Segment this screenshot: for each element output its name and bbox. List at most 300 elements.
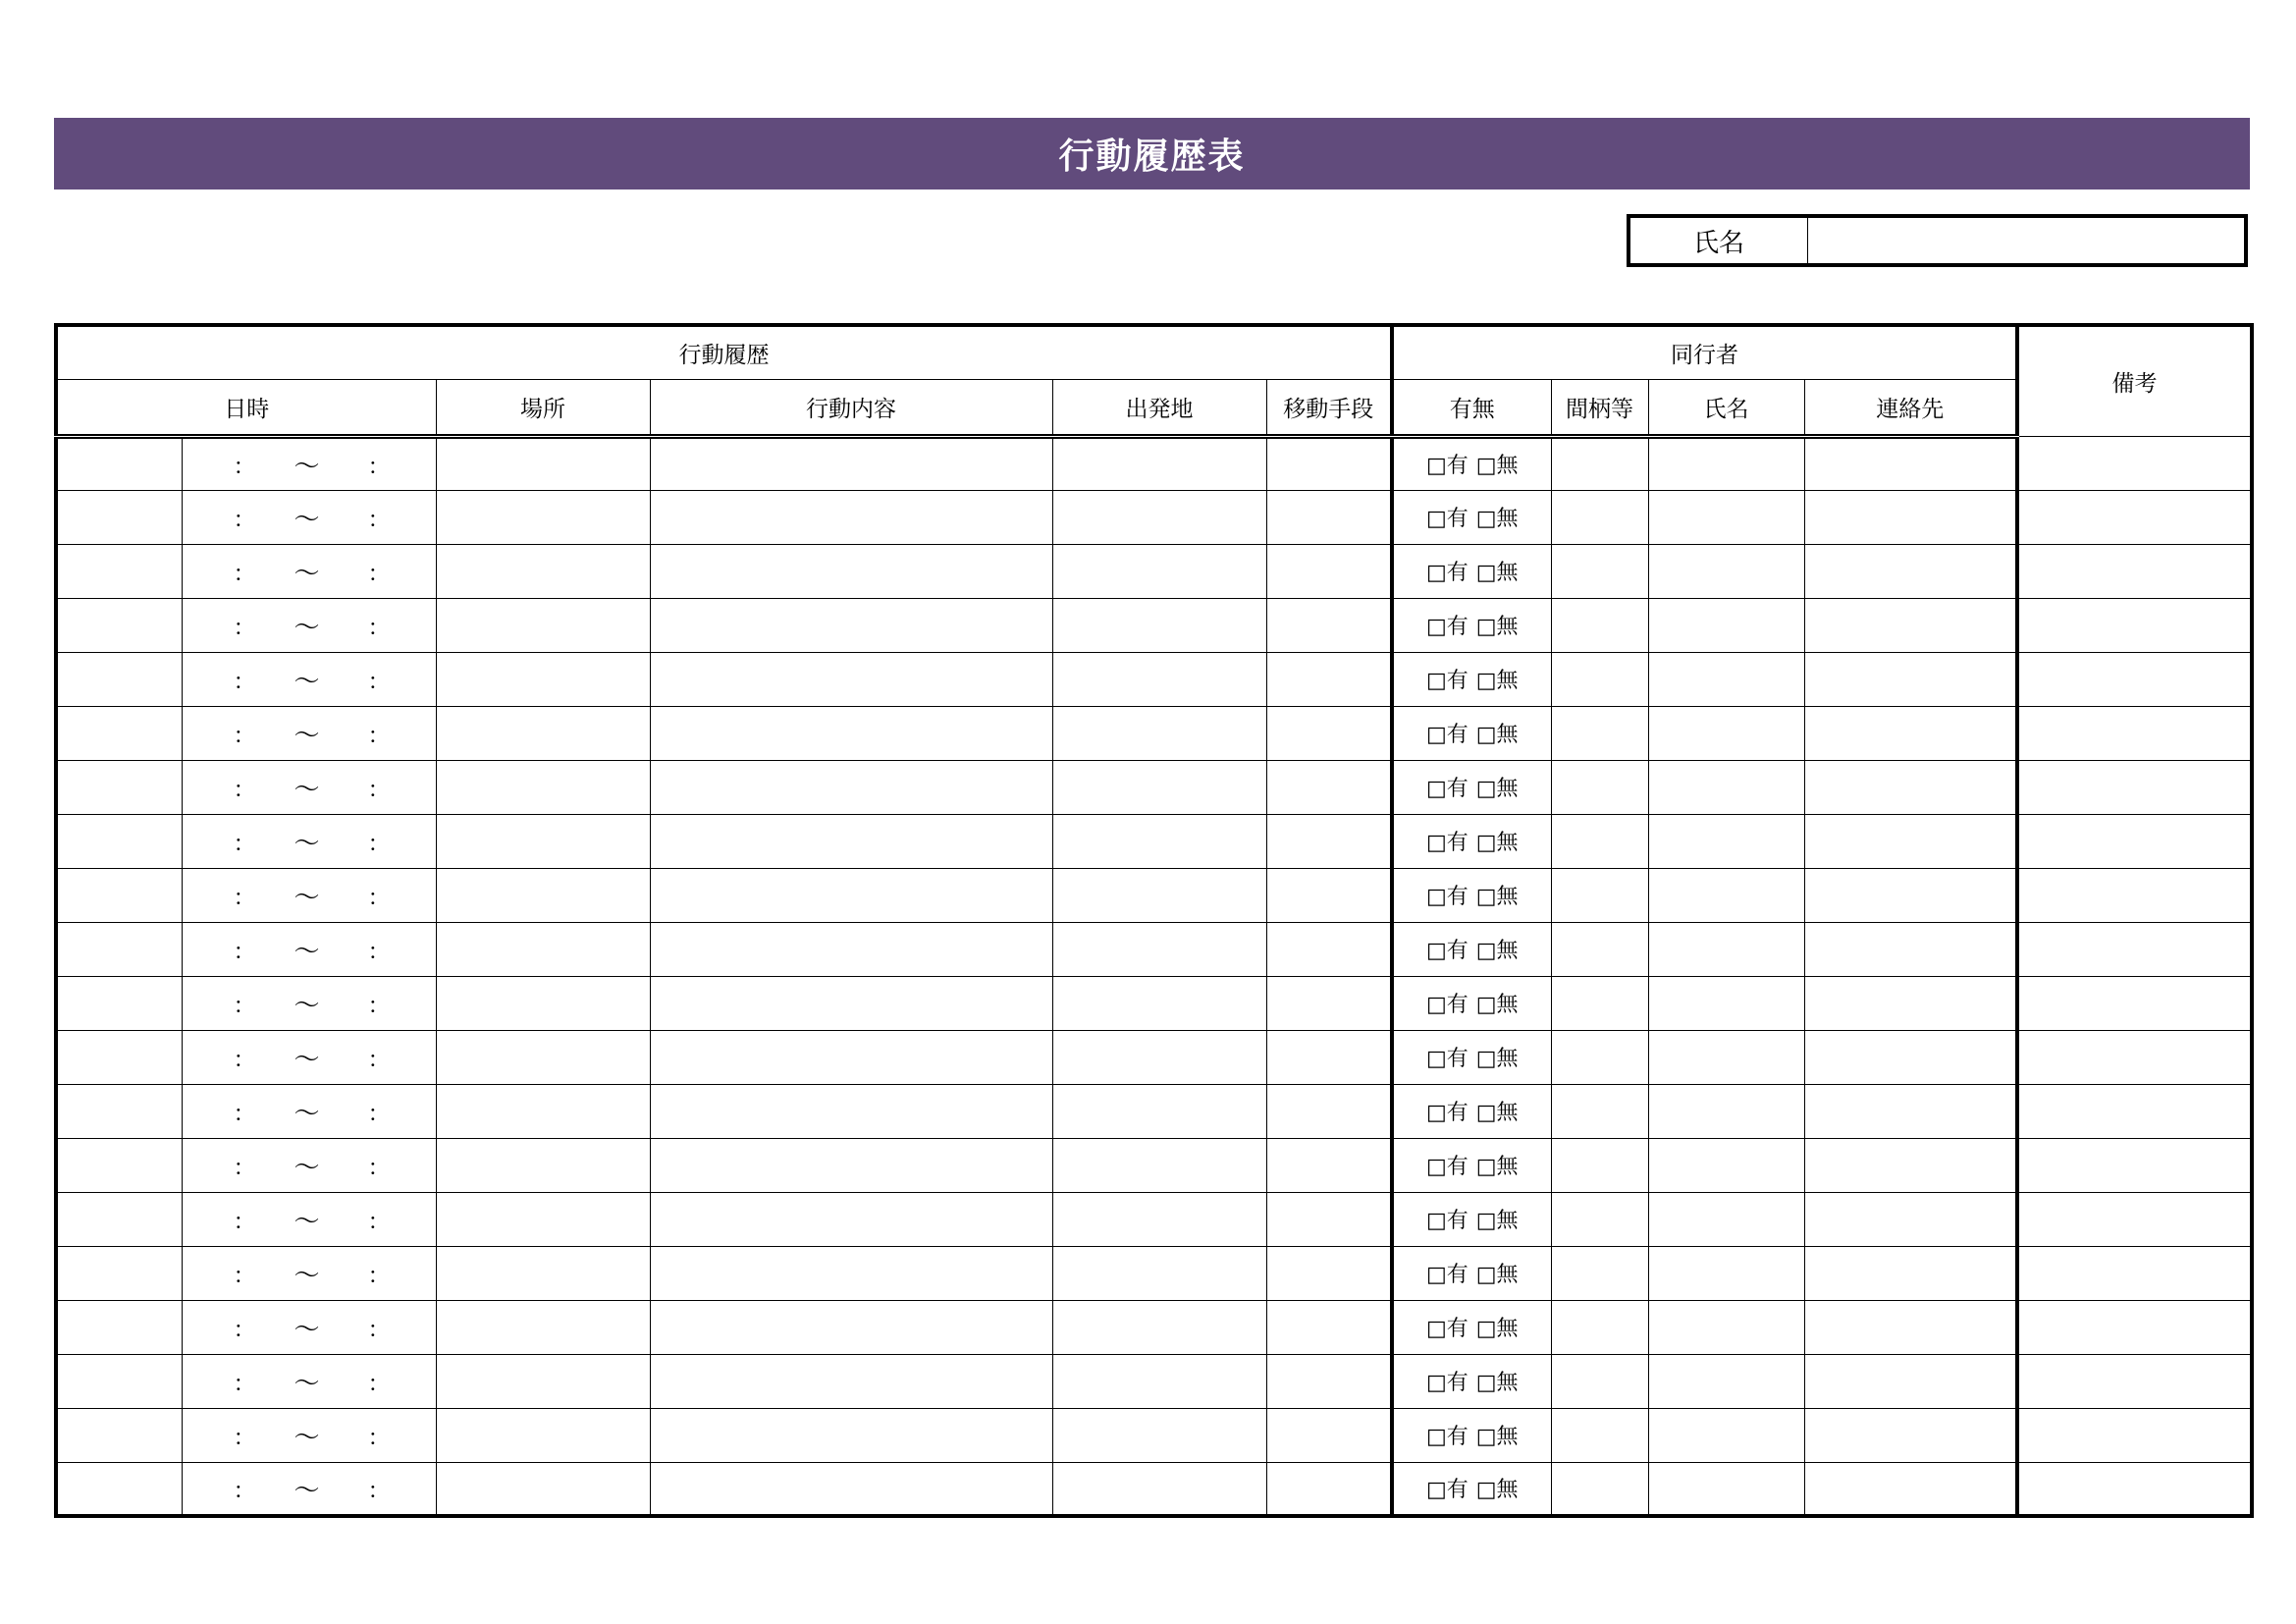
companion-name-cell[interactable] [1648,1138,1804,1192]
departure-cell[interactable] [1052,544,1266,598]
yes-checkbox[interactable]: □有 [1425,1425,1468,1449]
date-cell[interactable] [56,652,182,706]
time-colon: ： [233,1371,256,1396]
activity-cell[interactable] [650,1354,1052,1408]
no-checkbox[interactable]: □無 [1475,615,1519,639]
time-range-cell[interactable] [182,1138,436,1192]
time-colon: ： [233,1209,256,1234]
departure-cell[interactable] [1052,1462,1266,1516]
no-checkbox[interactable]: □無 [1475,939,1519,963]
date-cell[interactable] [56,1246,182,1300]
relation-cell[interactable] [1551,1030,1648,1084]
table-row [56,1408,2252,1462]
transport-cell[interactable] [1266,706,1392,760]
transport-cell[interactable] [1266,814,1392,868]
relation-cell[interactable] [1551,922,1648,976]
time-range-cell[interactable] [182,544,436,598]
companion-name-cell[interactable] [1648,1246,1804,1300]
remarks-cell[interactable] [2017,652,2252,706]
time-range-cell[interactable] [182,652,436,706]
relation-cell[interactable] [1551,490,1648,544]
relation-cell[interactable] [1551,814,1648,868]
relation-cell[interactable] [1551,652,1648,706]
departure-cell[interactable] [1052,1408,1266,1462]
time-range-cell[interactable] [182,1462,436,1516]
transport-cell[interactable] [1266,922,1392,976]
place-cell[interactable] [436,1462,650,1516]
yes-checkbox[interactable]: □有 [1425,1371,1468,1395]
companion-name-cell[interactable] [1648,1354,1804,1408]
no-checkbox[interactable]: □無 [1475,1047,1519,1071]
yes-checkbox[interactable]: □有 [1425,1317,1468,1341]
relation-cell[interactable] [1551,868,1648,922]
time-colon: ： [367,1209,391,1234]
time-colon: ： [233,561,256,586]
table-row [56,976,2252,1030]
departure-cell[interactable] [1052,652,1266,706]
transport-cell[interactable] [1266,1408,1392,1462]
presence-cell [1392,436,1551,490]
activity-cell[interactable] [650,1084,1052,1138]
time-range-cell[interactable] [182,1354,436,1408]
remarks-cell[interactable] [2017,1354,2252,1408]
yes-checkbox[interactable]: □有 [1425,454,1468,478]
departure-cell[interactable] [1052,1138,1266,1192]
contact-cell[interactable] [1804,490,2017,544]
no-checkbox[interactable]: □無 [1475,831,1519,855]
no-checkbox[interactable]: □無 [1475,669,1519,693]
no-checkbox[interactable]: □無 [1475,454,1519,478]
remarks-cell[interactable] [2017,814,2252,868]
contact-cell[interactable] [1804,1408,2017,1462]
place-cell[interactable] [436,598,650,652]
date-cell[interactable] [56,436,182,490]
departure-cell[interactable] [1052,1192,1266,1246]
companion-name-cell[interactable] [1648,436,1804,490]
remarks-cell[interactable] [2017,922,2252,976]
yes-checkbox[interactable]: □有 [1425,1478,1468,1503]
place-cell[interactable] [436,1246,650,1300]
remarks-cell[interactable] [2017,1084,2252,1138]
activity-cell[interactable] [650,1300,1052,1354]
activity-cell[interactable] [650,814,1052,868]
relation-cell[interactable] [1551,1246,1648,1300]
yes-checkbox[interactable]: □有 [1425,1101,1468,1125]
table-row [56,544,2252,598]
group-header-companion: 同行者 [1392,325,2017,379]
time-tilde: 〜 [294,452,320,481]
companion-name-cell[interactable] [1648,976,1804,1030]
table-row [56,1192,2252,1246]
time-colon: ： [367,615,391,640]
transport-cell[interactable] [1266,1192,1392,1246]
place-cell[interactable] [436,1138,650,1192]
no-checkbox[interactable]: □無 [1475,1263,1519,1287]
table-row [56,760,2252,814]
place-cell[interactable] [436,490,650,544]
time-tilde: 〜 [294,667,320,696]
presence-cell [1392,1246,1551,1300]
place-cell[interactable] [436,706,650,760]
departure-cell[interactable] [1052,490,1266,544]
time-colon: ： [233,1047,256,1072]
activity-cell[interactable] [650,1030,1052,1084]
time-tilde: 〜 [294,991,320,1020]
time-tilde: 〜 [294,505,320,534]
departure-cell[interactable] [1052,1354,1266,1408]
relation-cell[interactable] [1551,1300,1648,1354]
time-range-cell[interactable] [182,706,436,760]
time-colon: ： [233,723,256,748]
remarks-cell[interactable] [2017,544,2252,598]
companion-name-cell[interactable] [1648,760,1804,814]
companion-name-cell[interactable] [1648,922,1804,976]
companion-name-cell[interactable] [1648,1300,1804,1354]
relation-cell[interactable] [1551,598,1648,652]
no-checkbox[interactable]: □無 [1475,993,1519,1017]
yes-checkbox[interactable]: □有 [1425,561,1468,585]
table-row [56,1084,2252,1138]
presence-cell [1392,814,1551,868]
companion-name-cell[interactable] [1648,490,1804,544]
time-colon: ： [233,454,256,479]
contact-cell[interactable] [1804,706,2017,760]
departure-cell[interactable] [1052,922,1266,976]
departure-cell[interactable] [1052,1246,1266,1300]
contact-cell[interactable] [1804,1462,2017,1516]
yes-checkbox[interactable]: □有 [1425,615,1468,639]
header-datetime: 日時 [56,379,436,436]
time-colon: ： [233,1478,256,1504]
transport-cell[interactable] [1266,1462,1392,1516]
contact-cell[interactable] [1804,1354,2017,1408]
date-cell[interactable] [56,598,182,652]
date-cell[interactable] [56,868,182,922]
remarks-cell[interactable] [2017,1246,2252,1300]
transport-cell[interactable] [1266,1246,1392,1300]
time-tilde: 〜 [294,1153,320,1182]
relation-cell[interactable] [1551,1462,1648,1516]
transport-cell[interactable] [1266,1138,1392,1192]
yes-checkbox[interactable]: □有 [1425,831,1468,855]
time-colon: ： [367,561,391,586]
companion-name-cell[interactable] [1648,814,1804,868]
date-cell[interactable] [56,1030,182,1084]
relation-cell[interactable] [1551,1138,1648,1192]
place-cell[interactable] [436,436,650,490]
transport-cell[interactable] [1266,1300,1392,1354]
activity-cell[interactable] [650,652,1052,706]
name-field [1627,214,2248,267]
companion-name-cell[interactable] [1648,598,1804,652]
time-colon: ： [367,993,391,1018]
companion-name-cell[interactable] [1648,652,1804,706]
remarks-cell[interactable] [2017,598,2252,652]
date-cell[interactable] [56,814,182,868]
activity-cell[interactable] [650,922,1052,976]
companion-name-cell[interactable] [1648,1408,1804,1462]
time-colon: ： [367,1478,391,1504]
remarks-cell[interactable] [2017,1408,2252,1462]
presence-cell [1392,760,1551,814]
place-cell[interactable] [436,814,650,868]
transport-cell[interactable] [1266,598,1392,652]
companion-name-cell[interactable] [1648,1084,1804,1138]
activity-cell[interactable] [650,868,1052,922]
departure-cell[interactable] [1052,760,1266,814]
no-checkbox[interactable]: □無 [1475,1209,1519,1233]
remarks-cell[interactable] [2017,976,2252,1030]
activity-cell[interactable] [650,706,1052,760]
remarks-cell[interactable] [2017,436,2252,490]
place-cell[interactable] [436,1192,650,1246]
time-range-cell[interactable] [182,436,436,490]
remarks-cell[interactable] [2017,1192,2252,1246]
date-cell[interactable] [56,1354,182,1408]
time-colon: ： [367,1047,391,1072]
remarks-cell[interactable] [2017,868,2252,922]
no-checkbox[interactable]: □無 [1475,1155,1519,1179]
place-cell[interactable] [436,760,650,814]
place-cell[interactable] [436,1030,650,1084]
time-colon: ： [233,615,256,640]
time-colon: ： [367,777,391,802]
no-checkbox[interactable]: □無 [1475,1478,1519,1503]
name-value[interactable] [1808,218,2244,263]
departure-cell[interactable] [1052,868,1266,922]
relation-cell[interactable] [1551,1192,1648,1246]
time-colon: ： [367,1425,391,1450]
time-range-cell[interactable] [182,1030,436,1084]
time-range-cell[interactable] [182,490,436,544]
presence-cell [1392,1300,1551,1354]
presence-cell [1392,1462,1551,1516]
departure-cell[interactable] [1052,1030,1266,1084]
yes-checkbox[interactable]: □有 [1425,777,1468,801]
date-cell[interactable] [56,976,182,1030]
place-cell[interactable] [436,976,650,1030]
no-checkbox[interactable]: □無 [1475,885,1519,909]
time-range-cell[interactable] [182,1084,436,1138]
activity-cell[interactable] [650,976,1052,1030]
yes-checkbox[interactable]: □有 [1425,669,1468,693]
time-tilde: 〜 [294,1261,320,1290]
place-cell[interactable] [436,1084,650,1138]
place-cell[interactable] [436,1300,650,1354]
date-cell[interactable] [56,490,182,544]
companion-name-cell[interactable] [1648,1462,1804,1516]
table-row [56,1462,2252,1516]
time-tilde: 〜 [294,559,320,588]
date-cell[interactable] [56,544,182,598]
time-colon: ： [367,939,391,964]
place-cell[interactable] [436,544,650,598]
table-row [56,1138,2252,1192]
activity-cell[interactable] [650,1246,1052,1300]
activity-cell[interactable] [650,1408,1052,1462]
date-cell[interactable] [56,1300,182,1354]
activity-cell[interactable] [650,544,1052,598]
departure-cell[interactable] [1052,1084,1266,1138]
transport-cell[interactable] [1266,1354,1392,1408]
relation-cell[interactable] [1551,1354,1648,1408]
yes-checkbox[interactable]: □有 [1425,1263,1468,1287]
time-colon: ： [367,1317,391,1342]
contact-cell[interactable] [1804,1300,2017,1354]
time-tilde: 〜 [294,1207,320,1236]
relation-cell[interactable] [1551,706,1648,760]
yes-checkbox[interactable]: □有 [1425,993,1468,1017]
activity-cell[interactable] [650,1462,1052,1516]
date-cell[interactable] [56,1138,182,1192]
activity-cell[interactable] [650,490,1052,544]
no-checkbox[interactable]: □無 [1475,1101,1519,1125]
contact-cell[interactable] [1804,1192,2017,1246]
time-range-cell[interactable] [182,1246,436,1300]
presence-cell [1392,868,1551,922]
departure-cell[interactable] [1052,436,1266,490]
date-cell[interactable] [56,1084,182,1138]
companion-name-cell[interactable] [1648,706,1804,760]
transport-cell[interactable] [1266,544,1392,598]
no-checkbox[interactable]: □無 [1475,777,1519,801]
date-cell[interactable] [56,1462,182,1516]
contact-cell[interactable] [1804,1246,2017,1300]
date-cell[interactable] [56,1408,182,1462]
transport-cell[interactable] [1266,652,1392,706]
transport-cell[interactable] [1266,976,1392,1030]
no-checkbox[interactable]: □無 [1475,561,1519,585]
yes-checkbox[interactable]: □有 [1425,507,1468,531]
contact-cell[interactable] [1804,814,2017,868]
yes-checkbox[interactable]: □有 [1425,1209,1468,1233]
no-checkbox[interactable]: □無 [1475,723,1519,747]
no-checkbox[interactable]: □無 [1475,1371,1519,1395]
activity-cell[interactable] [650,1192,1052,1246]
no-checkbox[interactable]: □無 [1475,1425,1519,1449]
time-colon: ： [367,1263,391,1288]
activity-cell[interactable] [650,598,1052,652]
contact-cell[interactable] [1804,976,2017,1030]
date-cell[interactable] [56,922,182,976]
remarks-cell[interactable] [2017,1462,2252,1516]
time-colon: ： [367,507,391,532]
companion-name-cell[interactable] [1648,868,1804,922]
time-range-cell[interactable] [182,814,436,868]
time-colon: ： [367,831,391,856]
contact-cell[interactable] [1804,760,2017,814]
departure-cell[interactable] [1052,814,1266,868]
no-checkbox[interactable]: □無 [1475,507,1519,531]
transport-cell[interactable] [1266,490,1392,544]
relation-cell[interactable] [1551,436,1648,490]
relation-cell[interactable] [1551,1408,1648,1462]
contact-cell[interactable] [1804,1030,2017,1084]
time-colon: ： [233,1317,256,1342]
yes-checkbox[interactable]: □有 [1425,1047,1468,1071]
transport-cell[interactable] [1266,760,1392,814]
header-companion-name: 氏名 [1648,379,1804,436]
no-checkbox[interactable]: □無 [1475,1317,1519,1341]
yes-checkbox[interactable]: □有 [1425,939,1468,963]
contact-cell[interactable] [1804,1138,2017,1192]
remarks-cell[interactable] [2017,1030,2252,1084]
place-cell[interactable] [436,868,650,922]
yes-checkbox[interactable]: □有 [1425,723,1468,747]
departure-cell[interactable] [1052,706,1266,760]
contact-cell[interactable] [1804,544,2017,598]
name-label: 氏名 [1630,218,1808,263]
activity-log-table [54,323,2254,1518]
date-cell[interactable] [56,706,182,760]
header-contact: 連絡先 [1804,379,2017,436]
relation-cell[interactable] [1551,976,1648,1030]
contact-cell[interactable] [1804,868,2017,922]
transport-cell[interactable] [1266,1084,1392,1138]
remarks-cell[interactable] [2017,760,2252,814]
departure-cell[interactable] [1052,1300,1266,1354]
time-range-cell[interactable] [182,760,436,814]
time-range-cell[interactable] [182,598,436,652]
date-cell[interactable] [56,760,182,814]
presence-cell [1392,706,1551,760]
relation-cell[interactable] [1551,760,1648,814]
transport-cell[interactable] [1266,436,1392,490]
departure-cell[interactable] [1052,976,1266,1030]
companion-name-cell[interactable] [1648,1030,1804,1084]
transport-cell[interactable] [1266,868,1392,922]
time-colon: ： [233,507,256,532]
place-cell[interactable] [436,652,650,706]
date-cell[interactable] [56,1192,182,1246]
place-cell[interactable] [436,1408,650,1462]
remarks-cell[interactable] [2017,1300,2252,1354]
companion-name-cell[interactable] [1648,1192,1804,1246]
activity-cell[interactable] [650,760,1052,814]
activity-cell[interactable] [650,436,1052,490]
place-cell[interactable] [436,1354,650,1408]
time-range-cell[interactable] [182,1192,436,1246]
contact-cell[interactable] [1804,436,2017,490]
contact-cell[interactable] [1804,922,2017,976]
time-range-cell[interactable] [182,1408,436,1462]
yes-checkbox[interactable]: □有 [1425,885,1468,909]
remarks-cell[interactable] [2017,490,2252,544]
transport-cell[interactable] [1266,1030,1392,1084]
yes-checkbox[interactable]: □有 [1425,1155,1468,1179]
contact-cell[interactable] [1804,598,2017,652]
time-range-cell[interactable] [182,868,436,922]
table-row [56,652,2252,706]
departure-cell[interactable] [1052,598,1266,652]
time-range-cell[interactable] [182,1300,436,1354]
time-colon: ： [233,939,256,964]
remarks-cell[interactable] [2017,706,2252,760]
table-row [56,814,2252,868]
header-relation: 間柄等 [1551,379,1648,436]
time-range-cell[interactable] [182,922,436,976]
contact-cell[interactable] [1804,652,2017,706]
companion-name-cell[interactable] [1648,544,1804,598]
page-title: 行動履歴表 [54,118,2250,189]
time-range-cell[interactable] [182,976,436,1030]
place-cell[interactable] [436,922,650,976]
remarks-cell[interactable] [2017,1138,2252,1192]
relation-cell[interactable] [1551,1084,1648,1138]
contact-cell[interactable] [1804,1084,2017,1138]
relation-cell[interactable] [1551,544,1648,598]
activity-cell[interactable] [650,1138,1052,1192]
